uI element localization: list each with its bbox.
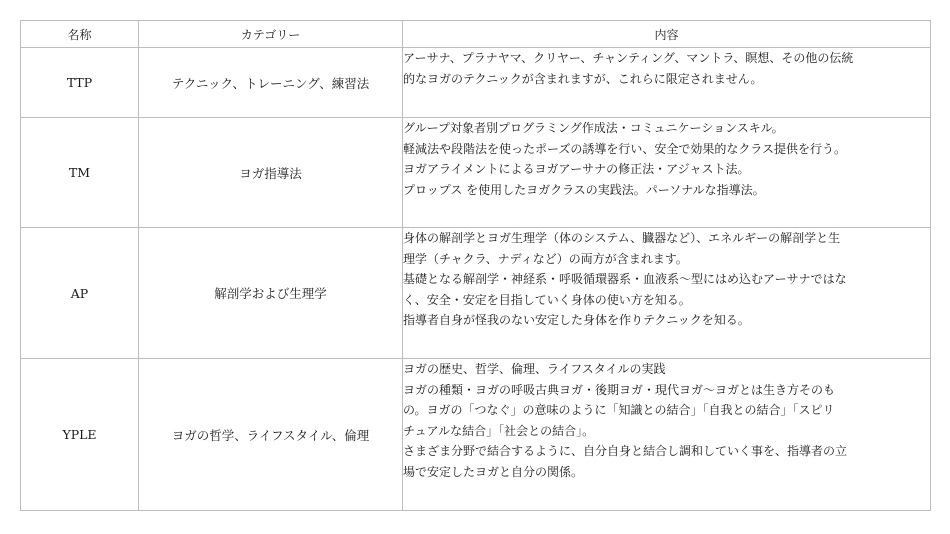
- content-line: 身体の解剖学とヨガ生理学（体のシステム、臓器など）、エネルギーの解剖学と生: [403, 231, 841, 245]
- table-row: [21, 118, 931, 228]
- content-line: アーサナ、プラナヤマ、クリヤー、チャンティング、マントラ、瞑想、その他の伝統: [403, 51, 854, 65]
- content-line: 的なヨガのテクニックが含まれますが、これらに限定されません。: [403, 71, 763, 86]
- table-row: [21, 48, 931, 118]
- row-name: TM: [21, 118, 139, 228]
- content-line: さまざま分野で結合するように、自分自身と結合し調和していく事を、指導者の立: [403, 444, 848, 458]
- content-line: 指導者自身が怪我のない安定した身体を作りテクニックを知る。: [403, 313, 750, 327]
- row-content: [403, 228, 931, 359]
- table-row: [21, 228, 931, 359]
- content-line: プロップス を使用したヨガクラスの実践法。パーソナルな指導法。: [403, 182, 765, 197]
- header-category: カテゴリー: [139, 21, 403, 48]
- row-content: [403, 48, 931, 118]
- row-content: [403, 359, 931, 511]
- row-category: テクニック、トレーニング、練習法: [139, 48, 403, 118]
- content-line: の。ヨガの「つなぐ」の意味のように「知識との結合」「自我との結合」「スピリ: [403, 403, 835, 417]
- content-line: 理学（チャクラ、ナディなど）の両方が含まれます。: [403, 251, 688, 266]
- table-row: [21, 359, 931, 511]
- row-category: ヨガ指導法: [139, 118, 403, 228]
- row-name: YPLE: [21, 359, 139, 511]
- row-name: TTP: [21, 48, 139, 118]
- curriculum-table: [20, 20, 931, 511]
- content-line: 軽減法や段階法を使ったポーズの誘導を行い、安全で効果的なクラス提供を行う。: [403, 141, 847, 156]
- header-name: 名称: [21, 21, 139, 48]
- content-line: 場で安定したヨガと自分の関係。: [403, 464, 584, 479]
- content-line: く、安全・安定を目指していく身体の使い方を知る。: [403, 292, 691, 307]
- row-name: AP: [21, 228, 139, 359]
- content-line: ヨガアライメントによるヨガアーサナの修正法・アジャスト法。: [403, 162, 750, 176]
- header-row: [21, 21, 931, 48]
- row-content: [403, 118, 931, 228]
- content-line: ヨガの歴史、哲学、倫理、ライフスタイルの実践: [403, 362, 666, 376]
- content-line: グループ対象者別プログラミング作成法・コミュニケーションスキル。: [403, 121, 784, 135]
- content-line: チュアルな結合」「社会との結合」。: [403, 423, 595, 438]
- content-line: 基礎となる解剖学・神経系・呼吸循環器系・血液系〜型にはめ込むアーサナではな: [403, 272, 847, 286]
- row-category: 解剖学および生理学: [139, 228, 403, 359]
- content-line: ヨガの種類・ヨガの呼吸古典ヨガ・後期ヨガ・現代ヨガ〜ヨガとは生き方そのも: [403, 382, 836, 397]
- header-content: 内容: [403, 21, 931, 48]
- row-category: ヨガの哲学、ライフスタイル、倫理: [139, 359, 403, 511]
